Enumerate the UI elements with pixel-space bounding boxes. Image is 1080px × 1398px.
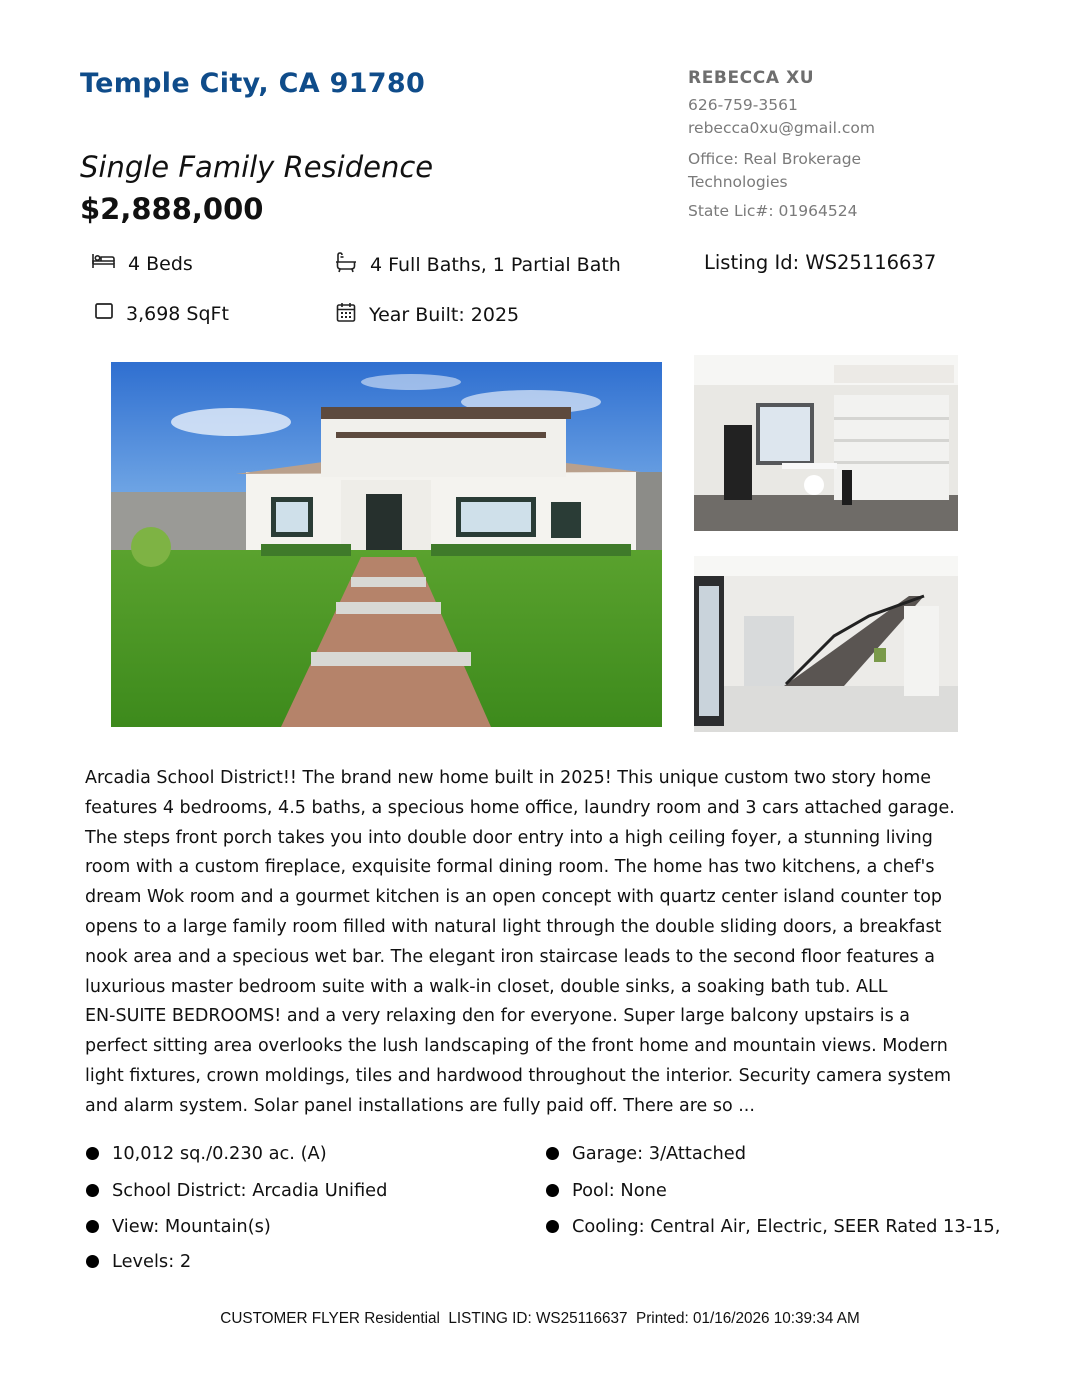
feature-lot-size [86, 1143, 327, 1164]
feature-text: Pool: None [572, 1180, 667, 1201]
bullet-icon [546, 1147, 559, 1160]
feature-text: View: Mountain(s) [112, 1216, 271, 1237]
feature-levels [86, 1251, 191, 1272]
fact-baths [334, 251, 621, 278]
photo-staircase-foyer[interactable] [694, 556, 958, 732]
bullet-icon [546, 1220, 559, 1233]
agent-email[interactable]: rebecca0xu@gmail.com [688, 119, 875, 137]
agent-phone[interactable]: 626-759-3561 [688, 96, 798, 114]
feature-school-district [86, 1180, 387, 1201]
feature-text: Cooling: Central Air, Electric, SEER Rated 13-15, [572, 1216, 1001, 1237]
feature-text: Garage: 3/Attached [572, 1143, 747, 1164]
calendar-icon [335, 301, 369, 328]
agent-license: State Lic#: 01964524 [688, 202, 858, 220]
sqft-value: 3,698 SqFt [126, 302, 229, 325]
baths-value: 4 Full Baths, 1 Partial Bath [370, 253, 621, 276]
feature-text: School District: Arcadia Unified [112, 1180, 388, 1201]
listing-price: $2,888,000 [80, 192, 264, 226]
photo-exterior-main[interactable] [111, 362, 662, 727]
feature-cooling [546, 1216, 1000, 1237]
feature-text: 10,012 sq./0.230 ac. (A) [112, 1143, 327, 1164]
bullet-icon [86, 1220, 99, 1233]
photo-home-office[interactable] [694, 355, 958, 531]
agent-office: Office: Real Brokerage [688, 150, 862, 168]
bathtub-icon [334, 251, 370, 278]
bed-icon [91, 251, 128, 276]
property-address-city: Temple City, CA 91780 [80, 68, 426, 99]
feature-pool [546, 1180, 667, 1201]
feature-view [86, 1216, 271, 1237]
agent-office-continued: Technologies [688, 173, 788, 191]
fact-year-built [335, 301, 519, 328]
bullet-icon [86, 1255, 99, 1268]
bullet-icon [86, 1184, 99, 1197]
agent-name: REBECCA XU [688, 68, 815, 88]
beds-value: 4 Beds [128, 252, 193, 275]
flyer-footer: CUSTOMER FLYER Residential LISTING ID: WS25116637 Printed: 01/16/2026 10:39:34 AM [220, 1310, 860, 1327]
agent-contact-card [688, 68, 1008, 223]
square-icon [94, 301, 126, 326]
property-type: Single Family Residence [80, 150, 434, 184]
bullet-icon [546, 1184, 559, 1197]
feature-garage [546, 1143, 746, 1164]
listing-id: Listing Id: WS25116637 [704, 251, 937, 274]
fact-beds [91, 251, 193, 276]
property-description: Arcadia School District!! The brand new home built in 2025! This unique custom two story home features 4 bedrooms, 4.5 baths, a specious home office, laundry room and 3 cars attached garage. The steps front porch takes you into double door entry into a high ceiling foyer, a stunning living room with a custom fireplace, exquisite formal dining room. The home has two kitchens, a chef's dream Wok room and a gourmet kitchen is an open concept with quartz center island counter top opens to a large family room filled with natural light through the double sliding doors, a breakfast nook area and a specious wet bar. The elegant iron staircase leads to the second floor features a luxurious master bedroom suite with a walk-in closet, double sinks, a soaking bath tub. ALL EN-SUITE BEDROOMS! and a very relaxing den for everyone. Super large balcony upstairs is a perfect sitting area overlooks the lush landscaping of the front home and mountain views. Modern light fixtures, crown moldings, tiles and hardwood throughout the interior. Security camera system and alarm system. Solar panel installations are fully paid off. There are so ... [85, 768, 955, 1116]
fact-sqft [94, 301, 229, 326]
year-built-value: Year Built: 2025 [369, 303, 520, 326]
feature-text: Levels: 2 [112, 1251, 192, 1272]
bullet-icon [86, 1147, 99, 1160]
